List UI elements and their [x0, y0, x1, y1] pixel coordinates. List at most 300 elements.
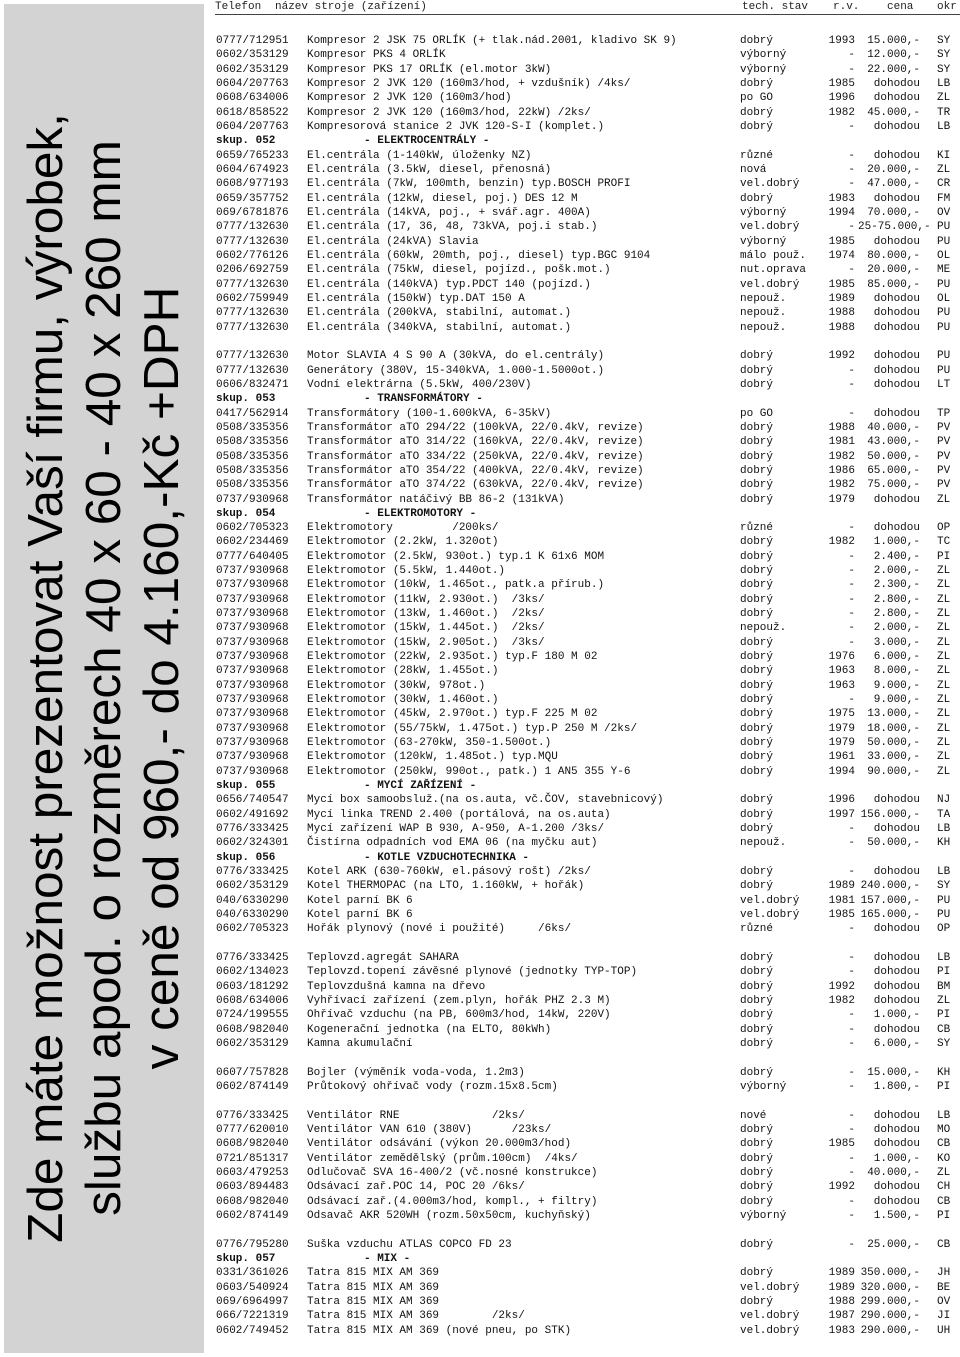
phone-number: 0737/930968 — [216, 765, 289, 778]
section-title: - KOTLE VZDUCHOTECHNIKA - — [364, 851, 530, 864]
machine-name: Transformátor aTO 294/22 (100kVA, 22/0.4kV, revize) — [307, 421, 644, 434]
district-code: JH — [937, 1267, 951, 1280]
listing-row — [216, 478, 960, 492]
price: 13.000,- — [867, 708, 920, 721]
price: 40.000,- — [867, 421, 920, 434]
price: 1.000,- — [873, 1152, 920, 1165]
phone-number: 0602/353129 — [216, 49, 289, 62]
phone-number: 0608/982040 — [216, 1023, 289, 1036]
district-code: LB — [937, 120, 951, 133]
machine-name: Elektromotor (30kW, 1.460ot.) — [307, 694, 499, 707]
tech-state: dobrý — [740, 464, 774, 477]
year-made: - — [848, 1152, 855, 1165]
year-made: - — [848, 866, 855, 879]
price: dohodou — [873, 1195, 920, 1208]
section-heading — [216, 507, 960, 521]
year-made: 1983 — [828, 192, 855, 205]
year-made: 1982 — [828, 450, 855, 463]
phone-number: 0618/858522 — [216, 106, 289, 119]
year-made: - — [848, 63, 855, 76]
district-code: PV — [937, 464, 951, 477]
year-made: 1994 — [828, 765, 855, 778]
district-code: TR — [937, 106, 951, 119]
district-code: CB — [937, 1023, 951, 1036]
tech-state: dobrý — [740, 1037, 774, 1050]
section-label: skup. 055 — [216, 780, 276, 793]
machine-name: El.centrála (7kW, 100mth, benzin) typ.BOSCH PROFI — [307, 178, 631, 191]
district-code: NJ — [937, 794, 951, 807]
listing-row — [216, 1195, 960, 1209]
price: 156.000,- — [860, 808, 920, 821]
price: dohodou — [873, 92, 920, 105]
listing-row — [216, 994, 960, 1008]
district-code: KO — [937, 1152, 951, 1165]
listing-row — [216, 564, 960, 578]
price: 50.000,- — [867, 837, 920, 850]
price: 2.300,- — [873, 579, 920, 592]
machine-name: Transformátor aTO 354/22 (400kVA, 22/0.4kV, revize) — [307, 464, 644, 477]
price: 6.000,- — [873, 1037, 920, 1050]
blank-row — [216, 937, 960, 951]
price: 157.000,- — [860, 894, 920, 907]
district-code: ZL — [937, 694, 951, 707]
district-code: PU — [937, 235, 951, 248]
tech-state: dobrý — [740, 120, 774, 133]
year-made: - — [848, 1023, 855, 1036]
year-made: - — [848, 264, 855, 277]
tech-state: dobrý — [740, 1295, 774, 1308]
listing-row — [216, 149, 960, 163]
tech-state: dobrý — [740, 35, 774, 47]
year-made: 1996 — [828, 92, 855, 105]
district-code: OP — [937, 522, 951, 535]
price: 320.000,- — [860, 1281, 920, 1294]
machine-name: Mycí zařízení WAP B 930, A-950, A-1.200 /3ks/ — [307, 823, 605, 836]
district-code: ZL — [937, 593, 951, 606]
tech-state: různé — [740, 522, 774, 535]
price: 25-75.000,- — [858, 221, 931, 234]
header-divider — [215, 14, 960, 15]
price: 45.000,- — [867, 106, 920, 119]
tech-state: nepouž. — [740, 321, 787, 334]
district-code: PU — [937, 909, 951, 922]
district-code: ZL — [937, 651, 951, 664]
listing-row — [216, 435, 960, 449]
tech-state: dobrý — [740, 737, 774, 750]
machine-name: Odsavač AKR 520WH (rozm.50x50cm, kuchyňský) — [307, 1209, 591, 1222]
tech-state: dobrý — [740, 966, 774, 979]
tech-state: dobrý — [740, 593, 774, 606]
listing-row — [216, 636, 960, 650]
listing-row — [216, 765, 960, 779]
year-made: - — [848, 522, 855, 535]
machine-name: Bojler (výměník voda-voda, 1.2m3) — [307, 1066, 525, 1079]
section-title: - MYCÍ ZAŘÍZENÍ - — [364, 780, 477, 793]
phone-number: 0417/562914 — [216, 407, 289, 420]
phone-number: 0602/705323 — [216, 522, 289, 535]
phone-number: 069/6781876 — [216, 206, 289, 219]
district-code: PU — [937, 364, 951, 377]
district-code: ZL — [937, 708, 951, 721]
district-code: SY — [937, 1037, 951, 1050]
machine-name: El.centrála (3.5kW, diesel, přenosná) — [307, 163, 552, 176]
price: 9.000,- — [873, 694, 920, 707]
tech-state: dobrý — [740, 1138, 774, 1151]
year-made: 1974 — [828, 249, 855, 262]
year-made: 1981 — [828, 436, 855, 449]
machine-name: Průtokový ohřívač vody (rozm.15x8.5cm) — [307, 1080, 558, 1093]
phone-number: 0659/765233 — [216, 149, 289, 162]
district-code: ZL — [937, 722, 951, 735]
phone-number: 0603/540924 — [216, 1281, 289, 1294]
listing-row — [216, 163, 960, 177]
tech-state: dobrý — [740, 550, 774, 563]
phone-number: 0604/207763 — [216, 77, 289, 90]
tech-state: dobrý — [740, 493, 774, 506]
machine-name: Tatra 815 MIX AM 369 — [307, 1267, 440, 1280]
price: 8.000,- — [873, 665, 920, 678]
district-code: KH — [937, 1066, 951, 1079]
district-code: ZL — [937, 163, 951, 176]
price: 2.400,- — [873, 550, 920, 563]
phone-number: 0737/930968 — [216, 565, 289, 578]
listing-row — [216, 1266, 960, 1280]
tech-state: nut.oprava — [740, 264, 807, 277]
price: dohodou — [873, 364, 920, 377]
year-made: - — [848, 163, 855, 176]
listing-row — [216, 679, 960, 693]
phone-number: 0776/795280 — [216, 1238, 289, 1251]
year-made: - — [848, 407, 855, 420]
district-code: SY — [937, 880, 951, 893]
listing-row — [216, 48, 960, 62]
phone-number: 0606/832471 — [216, 378, 289, 391]
machine-name: Tatra 815 MIX AM 369 — [307, 1281, 440, 1294]
price: 1.500,- — [873, 1209, 920, 1222]
tech-state: vel.dobrý — [740, 1281, 800, 1294]
district-code: ZL — [937, 665, 951, 678]
district-code: CR — [937, 178, 951, 191]
machine-name: Teplovzd.agregát SAHARA — [307, 952, 459, 964]
header-state: tech. stav — [742, 1, 809, 13]
listing-row — [216, 1037, 960, 1051]
machine-name: Transformátor aTO 374/22 (630kVA, 22/0.4kV, revize) — [307, 479, 644, 492]
tech-state: vel.dobrý — [740, 909, 800, 922]
district-code: ZL — [937, 737, 951, 750]
year-made: 1989 — [828, 292, 855, 305]
district-code: LT — [937, 378, 951, 391]
machine-name: El.centrála (14kVA, poj., + svář.agr. 400A) — [307, 206, 591, 219]
price: 2.000,- — [873, 565, 920, 578]
price: 50.000,- — [867, 737, 920, 750]
district-code: LB — [937, 823, 951, 836]
phone-number: 0777/132630 — [216, 235, 289, 248]
phone-number: 0602/134023 — [216, 966, 289, 979]
listing-row — [216, 621, 960, 635]
phone-number: 0508/335356 — [216, 479, 289, 492]
year-made: - — [848, 694, 855, 707]
banner-line: Zde máte možnost prezentovat Vaší firmu, výrobek, — [18, 113, 73, 1243]
year-made: - — [848, 579, 855, 592]
machine-name: Odlučovač SVA 16-400/2 (vč.nosné konstrukce) — [307, 1166, 598, 1179]
listing-row — [216, 450, 960, 464]
listing-row — [216, 664, 960, 678]
price: 18.000,- — [867, 722, 920, 735]
phone-number: 0776/333425 — [216, 1109, 289, 1122]
district-code: PU — [937, 894, 951, 907]
year-made: 1988 — [828, 321, 855, 334]
price: dohodou — [873, 1181, 920, 1194]
blank-row — [216, 335, 960, 349]
header-year: r.v. — [833, 1, 860, 13]
district-code: OV — [937, 1295, 951, 1308]
phone-number: 0508/335356 — [216, 464, 289, 477]
price: 3.000,- — [873, 636, 920, 649]
price: 85.000,- — [867, 278, 920, 291]
price: 80.000,- — [867, 249, 920, 262]
phone-number: 0737/930968 — [216, 751, 289, 764]
tech-state: dobrý — [740, 1238, 774, 1251]
phone-number: 040/6330290 — [216, 894, 289, 907]
district-code: PU — [937, 350, 951, 363]
district-code: UH — [937, 1324, 951, 1337]
district-code: LB — [937, 1109, 951, 1122]
machine-name: Kompresor 2 JSK 75 ORLÍK (+ tlak.nád.2001, kladivo SK 9) — [307, 35, 677, 47]
listing-row — [216, 1109, 960, 1123]
district-code: OL — [937, 292, 951, 305]
listing-row — [216, 77, 960, 91]
section-heading — [216, 779, 960, 793]
machine-name: Kotel THERMOPAC (na LTO, 1.160kW, + hořák) — [307, 880, 585, 893]
price: dohodou — [873, 149, 920, 162]
machine-name: Elektromotor (13kW, 1.460ot.) /2ks/ — [307, 608, 545, 621]
blank-row — [216, 1051, 960, 1065]
listing-row — [216, 1123, 960, 1137]
phone-number: 0331/361026 — [216, 1267, 289, 1280]
price: 15.000,- — [867, 35, 920, 47]
price: 290.000,- — [860, 1310, 920, 1323]
listing-row — [216, 894, 960, 908]
phone-number: 0603/181292 — [216, 980, 289, 993]
price: 2.000,- — [873, 622, 920, 635]
tech-state: různé — [740, 149, 774, 162]
tech-state: dobrý — [740, 536, 774, 549]
section-heading — [216, 392, 960, 406]
district-code: PI — [937, 966, 951, 979]
phone-number: 0608/982040 — [216, 1195, 289, 1208]
tech-state: málo použ. — [740, 249, 807, 262]
price: dohodou — [873, 794, 920, 807]
year-made: 1992 — [828, 350, 855, 363]
tech-state: dobrý — [740, 708, 774, 721]
phone-number: 0602/705323 — [216, 923, 289, 936]
listing-row — [216, 278, 960, 292]
year-made: - — [848, 550, 855, 563]
listing-row — [216, 1209, 960, 1223]
listing-row — [216, 836, 960, 850]
machine-name: Elektromotor (22kW, 2.935ot.) typ.F 180 M 02 — [307, 651, 598, 664]
listing-row — [216, 1309, 960, 1323]
phone-number: 0737/930968 — [216, 694, 289, 707]
machine-name: Elektromotor (2.5kW, 930ot.) typ.1 K 61x6 MOM — [307, 550, 605, 563]
machine-name: Motor SLAVIA 4 S 90 A (30kVA, do el.centrály) — [307, 350, 605, 363]
phone-number: 0777/132630 — [216, 364, 289, 377]
year-made: 1985 — [828, 909, 855, 922]
machine-name: Hořák plynový (nové i použité) /6ks/ — [307, 923, 572, 936]
tech-state: dobrý — [740, 880, 774, 893]
year-made: 1994 — [828, 206, 855, 219]
price: dohodou — [873, 522, 920, 535]
price: dohodou — [873, 350, 920, 363]
phone-number: 0602/874149 — [216, 1080, 289, 1093]
machine-name: Transformátory (100-1.600kVA, 6-35kV) — [307, 407, 552, 420]
tech-state: vel.dobrý — [740, 178, 800, 191]
listing-row — [216, 206, 960, 220]
phone-number: 0737/930968 — [216, 651, 289, 664]
district-code: ZL — [937, 636, 951, 649]
year-made: 1989 — [828, 1267, 855, 1280]
phone-number: 0608/634006 — [216, 994, 289, 1007]
listing-row — [216, 378, 960, 392]
tech-state: dobrý — [740, 378, 774, 391]
tech-state: dobrý — [740, 866, 774, 879]
price: dohodou — [873, 1138, 920, 1151]
tech-state: výborný — [740, 206, 787, 219]
phone-number: 0777/132630 — [216, 307, 289, 320]
header-district: okr — [937, 1, 957, 13]
district-code: PU — [937, 307, 951, 320]
listing-row — [216, 951, 960, 965]
year-made: - — [848, 49, 855, 62]
year-made: 1996 — [828, 794, 855, 807]
machine-name: El.centrála (140kVA) typ.PDCT 140 (pojízd.) — [307, 278, 591, 291]
tech-state: dobrý — [740, 665, 774, 678]
year-made: - — [848, 1166, 855, 1179]
district-code: SY — [937, 63, 951, 76]
phone-number: 0737/930968 — [216, 737, 289, 750]
district-code: PI — [937, 550, 951, 563]
phone-number: 0206/692759 — [216, 264, 289, 277]
tech-state: dobrý — [740, 192, 774, 205]
price: dohodou — [873, 966, 920, 979]
year-made: 1997 — [828, 808, 855, 821]
tech-state: dobrý — [740, 679, 774, 692]
year-made: 1989 — [828, 1281, 855, 1294]
price: dohodou — [873, 980, 920, 993]
listing-row — [216, 421, 960, 435]
year-made: - — [848, 923, 855, 936]
phone-number: 0608/977193 — [216, 178, 289, 191]
machine-name: Kompresor PKS 17 ORLÍK (el.motor 3kW) — [307, 63, 552, 76]
phone-number: 0777/132630 — [216, 321, 289, 334]
machine-name: El.centrála (17, 36, 48, 73kVA, poj.i stab.) — [307, 221, 598, 234]
listing-row — [216, 693, 960, 707]
machine-name: Tatra 815 MIX AM 369 — [307, 1295, 440, 1308]
year-made: - — [848, 1195, 855, 1208]
machine-name: Teplovzd.topení závěsné plynové (jednotky TYP-TOP) — [307, 966, 638, 979]
section-title: - MIX - — [364, 1252, 411, 1265]
year-made: - — [848, 608, 855, 621]
blank-row — [216, 1094, 960, 1108]
price: 1.000,- — [873, 1009, 920, 1022]
year-made: 1988 — [828, 307, 855, 320]
machine-name: Kotel parní BK 6 — [307, 894, 413, 907]
listing-row — [216, 1152, 960, 1166]
phone-number: 0777/712951 — [216, 35, 289, 47]
phone-number: 0777/132630 — [216, 278, 289, 291]
year-made: 1992 — [828, 1181, 855, 1194]
tech-state: dobrý — [740, 765, 774, 778]
tech-state: dobrý — [740, 636, 774, 649]
price: 20.000,- — [867, 163, 920, 176]
district-code: ZL — [937, 565, 951, 578]
listing-row — [216, 822, 960, 836]
phone-number: 0737/930968 — [216, 493, 289, 506]
tech-state: dobrý — [740, 450, 774, 463]
blank-row — [216, 1223, 960, 1237]
listing-row — [216, 965, 960, 979]
year-made: - — [848, 1009, 855, 1022]
listing-row — [216, 493, 960, 507]
price: 75.000,- — [867, 479, 920, 492]
price: dohodou — [873, 923, 920, 936]
phone-number: 0737/930968 — [216, 636, 289, 649]
year-made: 1985 — [828, 235, 855, 248]
listing-row — [216, 607, 960, 621]
phone-number: 0659/357752 — [216, 192, 289, 205]
listing-row — [216, 91, 960, 105]
phone-number: 0508/335356 — [216, 436, 289, 449]
district-code: ZL — [937, 493, 951, 506]
year-made: 1979 — [828, 722, 855, 735]
tech-state: výborný — [740, 235, 787, 248]
price: 1.800,- — [873, 1080, 920, 1093]
tech-state: nepouž. — [740, 292, 787, 305]
phone-number: 0737/930968 — [216, 722, 289, 735]
tech-state: dobrý — [740, 1023, 774, 1036]
listing-row — [216, 249, 960, 263]
phone-number: 0604/207763 — [216, 120, 289, 133]
listing-row — [216, 980, 960, 994]
machine-name: El.centrála (12kW, diesel, poj.) DES 12 M — [307, 192, 578, 205]
year-made: 1981 — [828, 894, 855, 907]
district-code: PV — [937, 479, 951, 492]
tech-state: po GO — [740, 407, 774, 420]
listing-row — [216, 349, 960, 363]
section-label: skup. 053 — [216, 393, 276, 406]
district-code: ZL — [937, 579, 951, 592]
year-made: - — [848, 120, 855, 133]
year-made: - — [848, 593, 855, 606]
section-title: - ELEKTROMOTORY - — [364, 507, 477, 520]
machine-name: Kompresorová stanice 2 JVK 120-S-I (komplet.) — [307, 120, 605, 133]
year-made: 1979 — [828, 493, 855, 506]
district-code: BE — [937, 1281, 951, 1294]
phone-number: 0721/851317 — [216, 1152, 289, 1165]
header-price: cena — [887, 1, 914, 13]
listing-row — [216, 1066, 960, 1080]
phone-number: 0604/674923 — [216, 163, 289, 176]
listing-row — [216, 578, 960, 592]
machine-name: Kompresor PKS 4 ORLÍK — [307, 49, 446, 62]
listing-row — [216, 63, 960, 77]
section-heading — [216, 851, 960, 865]
listing-row — [216, 879, 960, 893]
phone-number: 0603/894483 — [216, 1181, 289, 1194]
tech-state: nové — [740, 1109, 767, 1122]
year-made: - — [848, 636, 855, 649]
listing-row — [216, 922, 960, 936]
